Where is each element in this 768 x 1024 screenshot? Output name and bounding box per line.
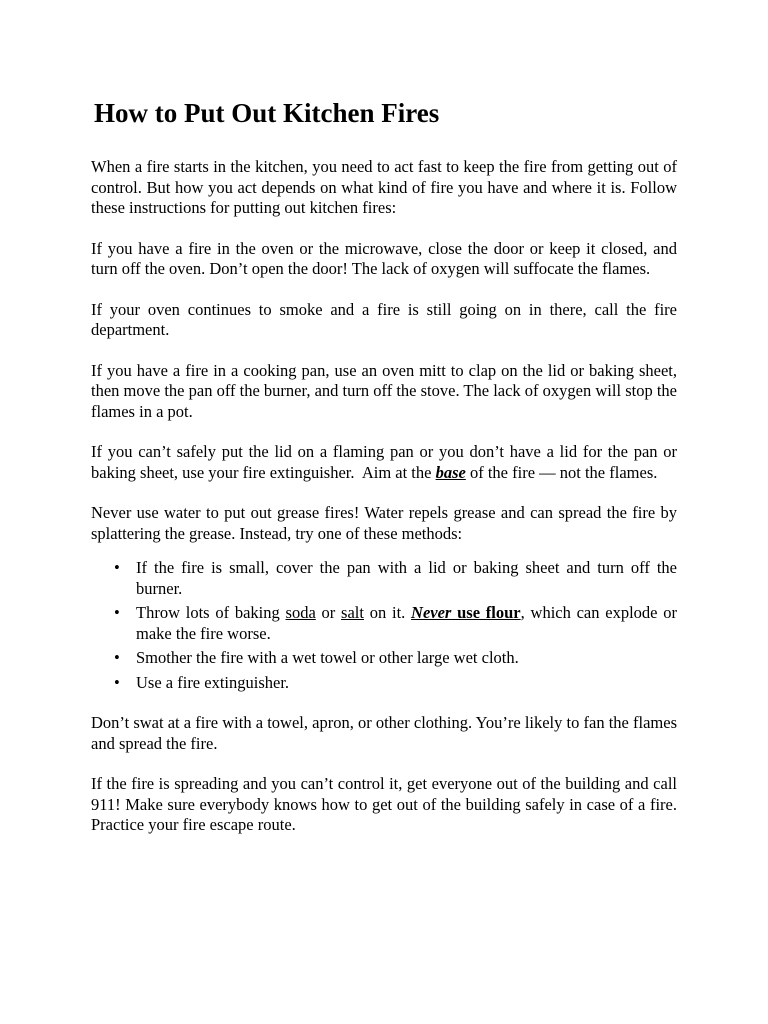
- bullet-icon: •: [114, 672, 120, 692]
- bullet-icon: •: [114, 603, 120, 622]
- list-item: [91, 648, 677, 669]
- paragraph-extinguisher: [91, 442, 677, 483]
- extinguisher-text-1: If you can’t safely put the lid on a flaming pan or you don’t have a lid for the pan or baking sheet, use your fire extinguisher. Aim at the: [91, 442, 677, 482]
- emphasis-use-flour: use flour: [451, 603, 521, 622]
- list-item-text: Smother the fire with a wet towel or other large wet cloth.: [136, 648, 519, 667]
- soda-text-4: , which can explode or make the fire worse.: [136, 603, 678, 643]
- paragraph-pan-fire: If you have a fire in a cooking pan, use an oven mitt to clap on the lid or baking sheet, then move the pan off the burner, and turn off the stove. The lack of oxygen will stop the flames in a pot.: [91, 360, 677, 421]
- paragraph-oven-smoke: If your oven continues to smoke and a fire is still going on in there, call the fire department.: [91, 299, 677, 339]
- list-item: [91, 673, 677, 694]
- list-item-text: [136, 603, 677, 643]
- paragraph-grease-fire: Never use water to put out grease fires! Water repels grease and can spread the fire by splattering the grease. Instead, try one of these methods:: [91, 503, 677, 543]
- list-item-text: Use a fire extinguisher.: [136, 672, 290, 692]
- soda-text-2: or: [315, 603, 342, 622]
- underlined-salt: salt: [341, 603, 364, 622]
- underlined-soda: soda: [285, 603, 316, 622]
- soda-text-1: Throw lots of baking: [136, 603, 286, 622]
- list-item-text: If the fire is small, cover the pan with a lid or baking sheet and turn off the burner.: [136, 558, 677, 598]
- methods-list: [91, 558, 677, 693]
- soda-text-3: on it.: [363, 603, 412, 622]
- list-item: [91, 558, 677, 599]
- document-page: [91, 94, 677, 836]
- paragraph-oven-fire: If you have a fire in the oven or the microwave, close the door or keep it closed, and turn off the oven. Don’t open the door! The lack of oxygen will suffocate the flames.: [91, 238, 677, 278]
- paragraph-swat: Don’t swat at a fire with a towel, apron, or other clothing. You’re likely to fan the flames and spread the fire.: [91, 713, 677, 753]
- emphasis-base: base: [435, 462, 466, 482]
- bullet-icon: •: [114, 558, 120, 577]
- list-item: [91, 603, 677, 644]
- paragraph-intro: When a fire starts in the kitchen, you need to act fast to keep the fire from getting out of control. But how you act depends on what kind of fire you have and where it is. Follow these instructions for putting out kitchen fires:: [91, 157, 677, 217]
- paragraph-spreading-fire: If the fire is spreading and you can’t control it, get everyone out of the building and call 911! Make sure everybody knows how to get out of the building safely in case of a fire. Practice your fire escape route.: [91, 774, 677, 834]
- emphasis-never: Never: [411, 603, 452, 622]
- extinguisher-text-2: of the fire — not the flames.: [465, 462, 658, 482]
- bullet-icon: •: [114, 648, 120, 667]
- page-title: How to Put Out Kitchen Fires: [94, 98, 440, 128]
